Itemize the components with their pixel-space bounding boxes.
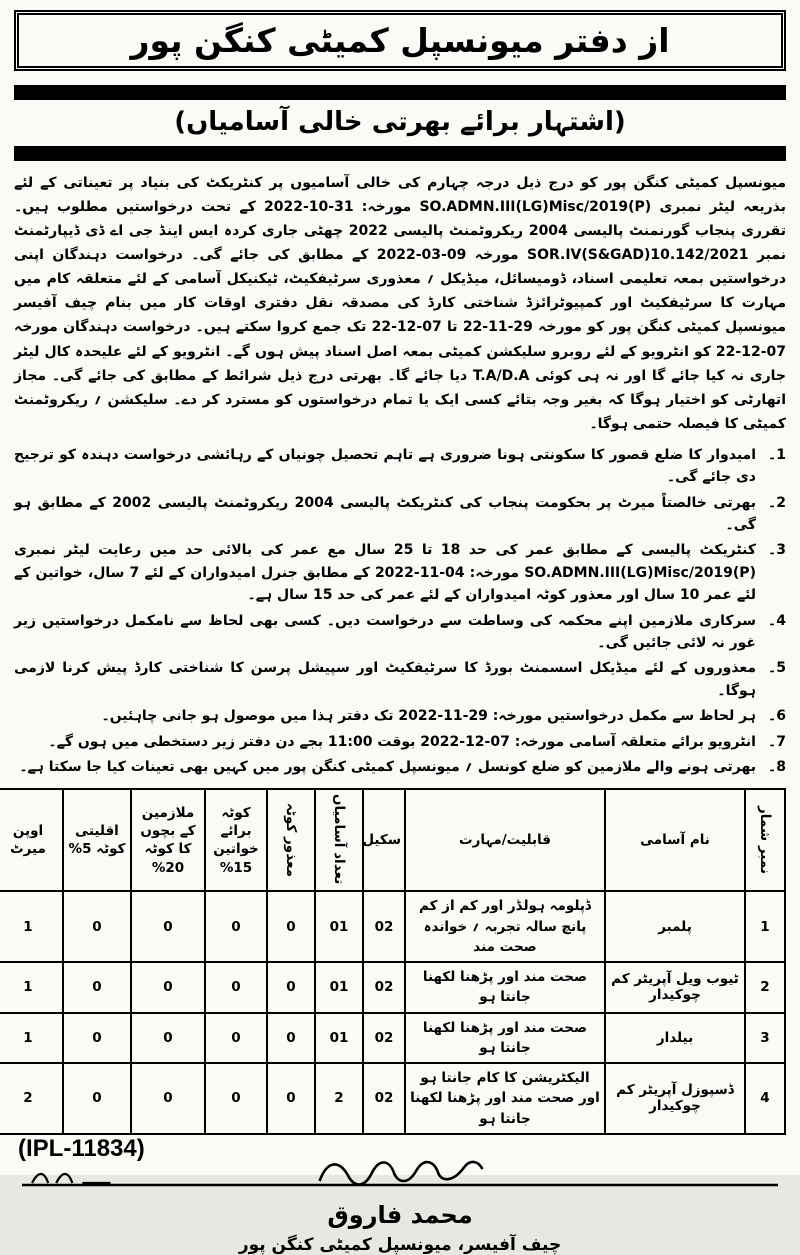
condition-item <box>14 731 786 753</box>
cell-scale: 02 <box>363 962 405 1013</box>
cell-open-merit: 1 <box>0 891 63 962</box>
condition-item <box>14 705 786 727</box>
cell-minority-quota: 0 <box>63 891 131 962</box>
cell-post-name: پلمبر <box>605 891 745 962</box>
cell-qualification: ڈپلومہ ہولڈر اور کم از کم پانچ سالہ تجربہ ؍ خواندہ صحت مند <box>405 891 605 962</box>
office-title: از دفتر میونسپل کمیٹی کنگن پور <box>130 21 670 60</box>
col-minority-quota: اقلیتی کوٹہ 5% <box>63 789 131 891</box>
cell-scale: 02 <box>363 891 405 962</box>
banner-top-bar <box>14 85 786 100</box>
banner-title: (اشتہار برائے بھرتی خالی آسامیاں) <box>174 107 626 137</box>
cell-posts-count: 01 <box>315 1013 363 1064</box>
condition-text: کنٹریکٹ پالیسی کے مطابق عمر کی حد 18 تا 25 سال مع عمر کی بالائی حد میں رعایت لیٹر نمبری SO.ADMN.III(LG)Misc/2019(P) مورخہ: 04-11-2022 کے مطابق جنرل امیدواران کے لئے 7 سال، خواتین کے لئے عمر 10 سال اور معذور کوٹہ امیدواران کے لئے عمر کی حد 15 سال ہے۔ <box>14 542 756 604</box>
cell-disabled-quota: 0 <box>267 962 315 1013</box>
col-post-name: نام آسامی <box>605 789 745 891</box>
col-disabled-quota: معذور کوٹہ <box>267 789 315 891</box>
condition-item <box>14 756 786 778</box>
col-employees-children-quota: ملازمین کے بچوں کا کوٹہ 20% <box>131 789 205 891</box>
vacancies-table <box>0 788 786 1135</box>
cell-employees-children-quota: 0 <box>131 1063 205 1134</box>
cell-serial: 1 <box>745 891 785 962</box>
cell-minority-quota: 0 <box>63 962 131 1013</box>
cell-disabled-quota: 0 <box>267 1013 315 1064</box>
condition-item <box>14 610 786 655</box>
cell-post-name: بیلدار <box>605 1013 745 1064</box>
condition-number: 5۔ <box>768 660 786 677</box>
banner-bottom-bar <box>14 146 786 161</box>
cell-serial: 2 <box>745 962 785 1013</box>
cell-post-name: ڈسپوزل آپریٹر کم چوکیدار <box>605 1063 745 1134</box>
cell-qualification: صحت مند اور پڑھنا لکھنا جانتا ہو <box>405 1013 605 1064</box>
col-serial: نمبر شمار <box>745 789 785 891</box>
cell-open-merit: 1 <box>0 1013 63 1064</box>
condition-text: معذوروں کے لئے میڈیکل اسسمنٹ بورڈ کا سرٹیفکیٹ اور سپیشل پرسن کا شناختی کارڈ پیش کرنا لازمی ہوگا۔ <box>14 660 756 699</box>
cell-posts-count: 01 <box>315 891 363 962</box>
signer-name: محمد فاروق <box>327 1200 473 1229</box>
cell-scale: 02 <box>363 1063 405 1134</box>
condition-number: 1۔ <box>768 446 786 463</box>
condition-item <box>14 657 786 702</box>
table-header-row <box>0 789 785 891</box>
cell-qualification: الیکٹریشن کا کام جانتا ہو اور صحت مند اور پڑھنا لکھنا جانتا ہو <box>405 1063 605 1134</box>
cell-serial: 4 <box>745 1063 785 1134</box>
table-row <box>0 891 785 962</box>
cell-disabled-quota: 0 <box>267 1063 315 1134</box>
cell-women-quota: 0 <box>205 962 267 1013</box>
cell-employees-children-quota: 0 <box>131 891 205 962</box>
recruitment-banner <box>14 85 786 161</box>
cell-posts-count: 01 <box>315 962 363 1013</box>
table-row <box>0 1013 785 1064</box>
office-title-box <box>14 10 786 71</box>
table-row <box>0 962 785 1013</box>
signer-block <box>239 1201 561 1255</box>
condition-number: 8۔ <box>768 758 786 775</box>
conditions-list <box>14 444 786 778</box>
col-women-quota: کوٹہ برائے خواتین 15% <box>205 789 267 891</box>
cell-employees-children-quota: 0 <box>131 1013 205 1064</box>
cell-open-merit: 2 <box>0 1063 63 1134</box>
condition-text: امیدوار کا ضلع قصور کا سکونتی ہونا ضروری ہے تاہم تحصیل چونیاں کے رہائشی درخواست دہندہ کو ترجیح دی جائے گی۔ <box>14 446 756 486</box>
condition-item <box>14 444 786 489</box>
cell-women-quota: 0 <box>205 1063 267 1134</box>
condition-text: بھرتی خالصتاً میرٹ پر بحکومت پنجاب کی کنٹریکٹ پالیسی 2004 ریکروٹمنٹ پالیسی 2002 کے مطابق ہو گی۔ <box>14 494 756 534</box>
condition-number: 3۔ <box>768 542 786 559</box>
cell-women-quota: 0 <box>205 891 267 962</box>
cell-posts-count: 2 <box>315 1063 363 1134</box>
signer-designation: چیف آفیسر، میونسپل کمیٹی کنگن پور <box>238 1234 562 1255</box>
col-qualification: قابلیت/مہارت <box>405 789 605 891</box>
table-row <box>0 1063 785 1134</box>
condition-text: بھرتی ہونے والے ملازمین کو ضلع کونسل ؍ میونسپل کمیٹی کنگن پور میں کہیں بھی تعینات کیا جا سکتا ہے۔ <box>19 758 756 775</box>
condition-text: سرکاری ملازمین اپنے محکمہ کی وساطت سے درخواست دیں۔ کسی بھی لحاظ سے نامکمل درخواستیں زیر غور نہ لائی جائیں گی۔ <box>14 612 756 651</box>
cell-employees-children-quota: 0 <box>131 962 205 1013</box>
cell-minority-quota: 0 <box>63 1063 131 1134</box>
cell-disabled-quota: 0 <box>267 891 315 962</box>
condition-number: 2۔ <box>768 494 786 511</box>
condition-number: 6۔ <box>768 708 786 725</box>
condition-text: انٹرویو برائے متعلقہ آسامی مورخہ: 07-12-2022 بوقت 11:00 بجے دن دفتر زیر دستخطی میں ہوں گے۔ <box>48 733 756 750</box>
cell-qualification: صحت مند اور پڑھنا لکھنا جانتا ہو <box>405 962 605 1013</box>
col-open-merit: اوپن میرٹ <box>0 789 63 891</box>
condition-item <box>14 539 786 606</box>
cell-open-merit: 1 <box>0 962 63 1013</box>
col-scale: سکیل <box>363 789 405 891</box>
cell-serial: 3 <box>745 1013 785 1064</box>
ipl-code: (IPL-11834) <box>18 1135 145 1162</box>
cell-scale: 02 <box>363 1013 405 1064</box>
condition-number: 7۔ <box>768 733 786 750</box>
condition-number: 4۔ <box>768 612 786 629</box>
cell-women-quota: 0 <box>205 1013 267 1064</box>
cell-post-name: ٹیوب ویل آپریٹر کم چوکیدار <box>605 962 745 1013</box>
condition-text: ہر لحاظ سے مکمل درخواستیں مورخہ: 29-11-2022 تک دفتر ہذا میں موصول ہو جانی چاہئیں۔ <box>101 708 756 725</box>
col-posts-count: تعداد آسامیاں <box>315 789 363 891</box>
cell-minority-quota: 0 <box>63 1013 131 1064</box>
intro-paragraph: میونسپل کمیٹی کنگن پور کو درج ذیل درجہ چہارم کی خالی آسامیوں پر کنٹریکٹ کی بنیاد پر تعیناتی کے لئے بذریعہ لیٹر نمبری SO.ADMN.III(LG)Misc/2019(P) مورخہ: 31-10-2022 کے تحت درخواستیں مطلوب ہیں۔ تقرری پنجاب گورنمنٹ پالیسی 2004 ریکروٹمنٹ پالیسی 2022 چھٹی جاری کردہ ایس اینڈ جی اے ڈی ڈیپارٹمنٹ نمبر SOR.IV(S&GAD)10.142/2021 مورخہ 09-03-2022 کے مطابق کی جائے گی۔ درخواست دہندگان اپنی درخواستیں بمعہ تعلیمی اسناد، ڈومیسائل، میڈیکل ؍ معذوری سرٹیفکیٹ، ٹیکنیکل آسامی کے لئے متعلقہ کام میں مہارت کا سرٹیفکیٹ اور کمپیوٹرائزڈ شناختی کارڈ کی مصدقہ نقل دفتری اوقات کار میں بنام چیف آفیسر میونسپل کمیٹی کنگن پور کو مورخہ 29-11-22 تا 07-12-22 تک جمع کروا سکتے ہیں۔ درخواست دہندگان مورخہ 07-12-22 کو انٹرویو کے لئے روبرو سلیکشن کمیٹی بمعہ اصل اسناد پیش ہوں گے۔ انٹرویو کے لئے علیحدہ کال لیٹر جاری نہ کیا جائے گا اور نہ ہی کوئی T.A/D.A دیا جائے گا۔ بھرتی درج ذیل شرائط کے مطابق کی جائے گی۔ مجاز اتھارٹی کو اختیار ہوگا کہ بغیر وجہ بتائے کسی ایک یا تمام درخواستوں کو مسترد کر دے۔ سلیکشن ؍ ریکروٹمنٹ کمیٹی کا فیصلہ حتمی ہوگا۔ <box>14 175 787 432</box>
condition-item <box>14 492 786 537</box>
